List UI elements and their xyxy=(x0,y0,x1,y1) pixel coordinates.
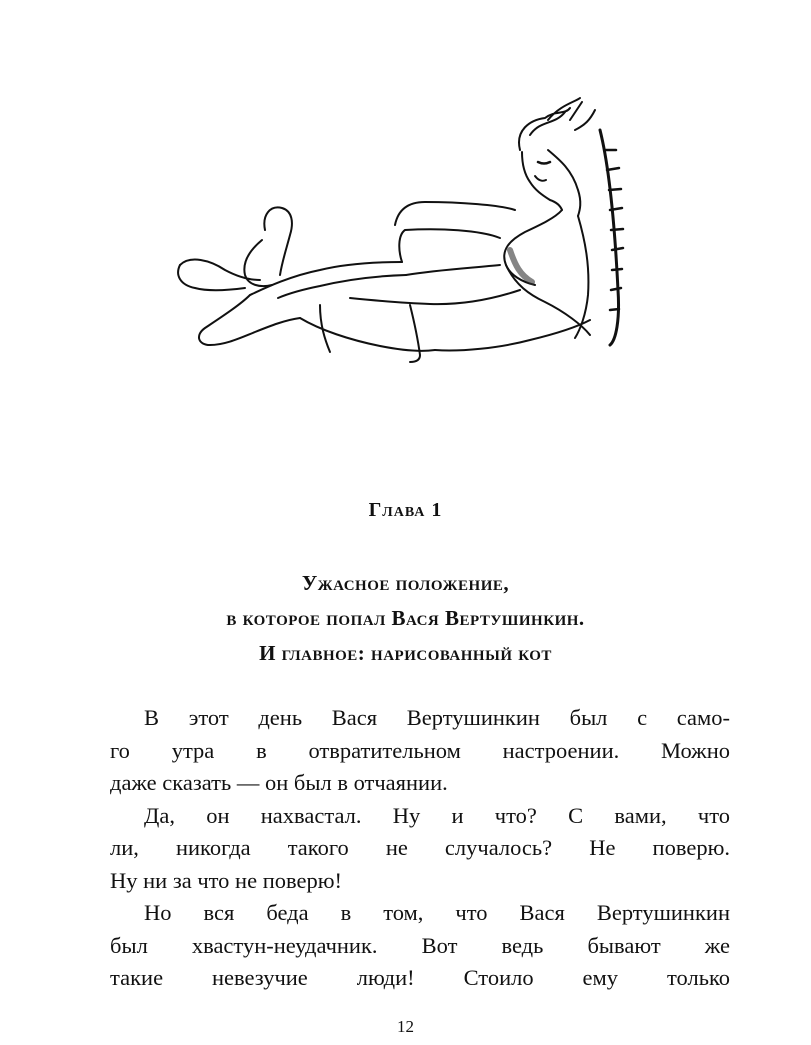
text-line: го утра в отвратительном настроении. Можно xyxy=(110,737,730,763)
text-line: Ну ни за что не поверю! xyxy=(110,867,343,893)
text-line: ли, никогда такого не случалось? Не поверю. xyxy=(110,835,730,860)
chapter-title xyxy=(0,566,811,671)
chapter-title-line: И главное: нарисованный кот xyxy=(259,641,552,665)
text-line: В этот день Вася Вертушинкин был с само- xyxy=(144,705,730,730)
text-line: был хвастун-неудачник. Вот ведь бывают же xyxy=(110,932,730,958)
text-line: такие невезучие люди! Стоило ему только xyxy=(110,965,730,990)
body-text xyxy=(110,702,730,995)
chapter-title-line: в которое попал Вася Вертушинкин. xyxy=(226,606,585,630)
boy-reclining-illustration xyxy=(170,90,640,370)
text-line: Но вся беда в том, что Вася Вертушинкин xyxy=(144,900,730,925)
chapter-number: Глава 1 xyxy=(368,499,443,521)
page-number: 12 xyxy=(397,1017,414,1036)
chapter-title-line: Ужасное положение, xyxy=(301,571,510,595)
text-line: даже сказать — он был в отчаянии. xyxy=(110,770,448,795)
text-line: Да, он нахвастал. Ну и что? С вами, что xyxy=(144,802,730,828)
